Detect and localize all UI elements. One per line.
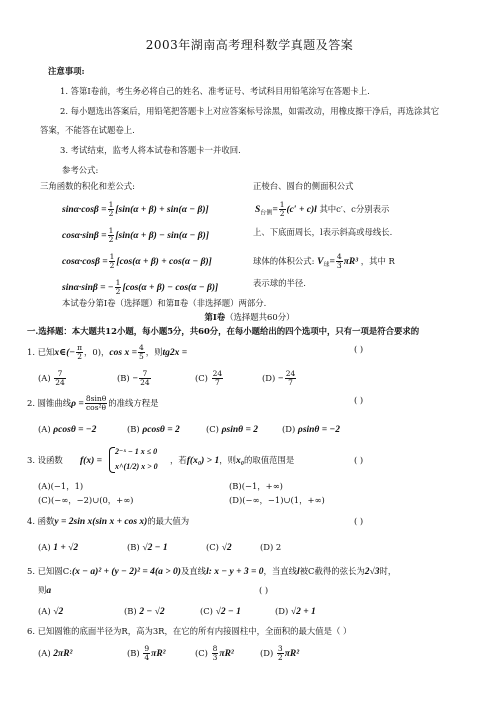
sphere-formula-note: ，其中 R (360, 256, 395, 266)
paper-note: 本试卷分第Ⅰ卷（选择题）和第Ⅱ卷（非选择题）两部分. (62, 298, 267, 308)
sphere-formula-title: 球体的体积公式: (253, 256, 315, 266)
formula-2-rhs: [sin(α + β) − sin(α − β)] (115, 231, 210, 241)
option-label: (D) (282, 424, 296, 434)
option-label: (B) (117, 373, 130, 383)
formula-1-lhs: sinα·cosβ = (62, 205, 107, 215)
q3-math: 2⁻ˣ − 1 x ≤ 0 (115, 447, 158, 456)
q5-stem-cont (38, 585, 51, 597)
q3-math: x₀ (235, 456, 245, 466)
fraction-denominator: 2 (277, 653, 283, 662)
question-6: 6. 已知圆锥的底面半径为R，高为3R，在它的所有内接圆柱中，全面积的最大值是（ ） (27, 626, 352, 636)
option-label: (C) (195, 373, 208, 383)
option-sign: − (132, 374, 139, 384)
fraction-numerator: 8sinθ (85, 394, 107, 403)
option-label: (D) (262, 373, 276, 383)
fraction-numerator: 8 (212, 644, 218, 653)
q2-option-c (206, 424, 258, 436)
fraction-denominator: 3 (212, 653, 218, 662)
notice-item-1: 1. 答第Ⅰ卷前，考生务必将自己的姓名、准考证号、考试科目用铅笔涂写在答题卡上. (60, 86, 370, 96)
q3-option-b: (B)(−1，+∞) (229, 481, 283, 491)
q4-option-a (38, 542, 78, 554)
formula-2-lhs: cosα·sinβ = (62, 231, 107, 241)
question-2 (27, 395, 158, 412)
notice-item-3: 3. 考试结束，监考人将本试卷和答题卡一并收回. (60, 145, 241, 155)
q2-option-b (127, 424, 180, 436)
q6-option-c (195, 645, 234, 662)
formula-1-rhs: [sin(α + β) + sin(α − β)] (115, 205, 209, 215)
q5-math: (x − a)² + (y − 2)² = 4 (72, 567, 155, 577)
frustum-formula-lhs: S (255, 205, 261, 215)
q1-stem: 1. 已知 (27, 347, 55, 357)
sphere-formula-equals: = (329, 257, 335, 267)
option-math: πR² (219, 649, 234, 659)
formula-3-lhs: cosα·cosβ = (62, 257, 108, 267)
fraction-numerator: 9 (144, 644, 150, 653)
q2-math: ρ = (71, 399, 84, 409)
fraction-denominator: 2 (279, 209, 285, 218)
frustum-formula (255, 201, 389, 219)
fraction-numerator: 24 (212, 369, 223, 378)
question-1 (27, 344, 187, 361)
option-label: (B) (127, 542, 140, 552)
q3-option-a: (A)(−1，1) (38, 481, 84, 491)
q4-answer-blank: ( ) (354, 516, 364, 526)
q6-option-d (260, 645, 299, 662)
option-math: ρcosθ = −2 (53, 425, 97, 435)
option-label: (C) (206, 424, 219, 434)
q4-math: y = 2sin x(sin x + cos x) (54, 517, 148, 527)
fraction-denominator: 2 (108, 209, 114, 218)
option-label: (A) (38, 648, 51, 658)
fraction-numerator: 4 (138, 343, 144, 352)
option-math: 1 + √2 (53, 543, 79, 553)
q5-stem: 则 (38, 585, 47, 595)
q5-stem: 时， (379, 566, 397, 576)
option-math: ρsinθ = −2 (297, 425, 341, 435)
q3-case-2 (115, 461, 158, 472)
option-label: (B) (127, 648, 140, 658)
q4-option-c (206, 542, 232, 554)
q4-option-b (127, 542, 168, 554)
frustum-formula-note-2: 上、下底面周长，l表示斜高或母线长. (253, 227, 393, 237)
formula-2 (62, 227, 209, 244)
sphere-formula-note-2: 表示球的半径. (253, 278, 306, 288)
notice-item-2: 2. 每小题选出答案后，用铅笔把答题卡上对应答案标号涂黑，如需改动，用橡皮擦干净后，再选涂其它 (60, 106, 440, 116)
q3-math: x^(1/2) x > 0 (115, 462, 158, 471)
fraction-numerator: 1 (109, 252, 115, 261)
fraction-numerator: 3 (277, 644, 283, 653)
option-label: (A) (38, 424, 51, 434)
q5-stem: ，当直线 (263, 566, 298, 576)
option-math: 2 − √2 (139, 607, 165, 617)
frustum-formula-equals: = (272, 205, 278, 215)
fraction-denominator: 24 (140, 378, 150, 387)
q5-stem: 被C截得的弦长为 (299, 566, 365, 576)
q2-stem: 的准线方程是 (108, 398, 159, 408)
q4-stem: 的最大值为 (147, 516, 190, 526)
q3-option-d: (D)(−∞，−1)∪(1，+∞) (229, 495, 325, 505)
fraction-denominator: 2 (108, 235, 114, 244)
question-3 (27, 455, 63, 466)
q3-case-1 (115, 446, 157, 457)
question-5 (27, 566, 396, 578)
fraction-numerator: 1 (108, 226, 114, 235)
question-4 (27, 516, 189, 528)
option-math: √2 + 1 (290, 607, 316, 617)
formula-3 (62, 253, 212, 270)
q1-option-a (38, 370, 67, 387)
fraction-denominator: 2 (115, 287, 121, 296)
option-label: (A) (38, 373, 51, 383)
fraction-numerator: 4 (336, 252, 342, 261)
fraction-denominator: 3 (336, 261, 342, 270)
frustum-formula-subscript: 台侧 (260, 209, 273, 217)
q5-stem: 5. 已知圆C: (27, 566, 73, 576)
option-math: √2 (221, 543, 232, 553)
trig-formula-title: 三角函数的积化和差公式: (40, 181, 135, 191)
section-subtitle: （选择题共60分） (225, 312, 295, 322)
fraction-denominator: cos²θ (85, 403, 107, 412)
q1-math: x∈(− (54, 348, 76, 358)
formula-4 (62, 279, 218, 296)
sphere-formula (253, 253, 395, 271)
q4-option-d: (D) 2 (260, 542, 282, 552)
q3-math: f(x₀) > 1 (186, 456, 220, 466)
fraction-denominator: 2 (109, 261, 115, 270)
q2-stem: 2. 圆锥曲线 (27, 398, 72, 408)
q3-stem: ，则 (219, 455, 236, 465)
q3-stem: 3. 设函数 (27, 455, 63, 465)
q5-math: 2√3 (364, 567, 380, 577)
q6-option-b (127, 645, 166, 662)
q5-option-b (124, 606, 165, 618)
notice-item-2-cont: 答案，不能答在试题卷上. (40, 125, 135, 135)
q3-stem: ，若 (170, 455, 187, 465)
part-one-heading: 一.选择题：本大题共12小题，每小题5分，共60分，在每小题给出的四个选项中，只有一项是符合要求的 (27, 326, 420, 336)
q1-math: tg2x = (162, 348, 188, 358)
option-label: (C) (195, 648, 208, 658)
q5-math: a (46, 586, 52, 596)
frustum-formula-rhs: (c′ + c)l (286, 205, 317, 215)
fraction-numerator: 7 (139, 370, 151, 379)
page-title: 2003年湖南高考理科数学真题及答案 (145, 38, 354, 52)
q3-math: f(x) = (80, 456, 103, 466)
formula-4-lhs: sinα·sinβ = − (62, 283, 114, 293)
fraction-denominator: 24 (55, 378, 65, 387)
option-math: √2 − 1 (215, 607, 241, 617)
section-title (0, 312, 499, 323)
q5-option-d (275, 606, 316, 618)
q1-answer-blank: ( ) (354, 344, 364, 354)
q3-stem-cont (170, 455, 294, 467)
q2-answer-blank: ( ) (354, 395, 364, 405)
q2-option-d (282, 424, 340, 436)
q4-stem: 4. 函数 (27, 516, 55, 526)
fraction-denominator: 7 (215, 378, 220, 387)
option-label: (D) (260, 648, 274, 658)
q3-function (80, 455, 102, 467)
formula-heading: 参考公式: (62, 165, 99, 175)
q2-option-a (38, 424, 96, 436)
option-sign: − (277, 374, 284, 384)
option-math: ρcosθ = 2 (142, 425, 180, 435)
formula-3-rhs: [cos(α + β) + cos(α − β)] (116, 257, 212, 267)
fraction-numerator: 1 (279, 200, 285, 209)
q1-stem: ，则 (145, 347, 163, 357)
option-label: (D) (275, 606, 289, 616)
fraction-denominator: 7 (288, 378, 293, 387)
formula-1 (62, 201, 209, 218)
sphere-formula-rhs: πR³ (343, 257, 359, 267)
q3-option-c: (C)(−∞，−2)∪(0，+∞) (38, 495, 134, 505)
q5-math: l (297, 567, 300, 577)
fraction-denominator: 5 (138, 352, 144, 361)
frustum-formula-note: 其中c′、c分别表示 (319, 204, 390, 214)
sphere-formula-lhs: V (317, 257, 324, 267)
q5-option-c (200, 606, 241, 618)
option-math: πR² (284, 649, 300, 659)
fraction-denominator: 4 (144, 653, 150, 662)
fraction-denominator: 2 (77, 352, 82, 361)
q5-answer-blank: ( ) (259, 585, 269, 595)
sphere-formula-subscript: 球 (323, 261, 330, 269)
fraction-numerator: 1 (115, 278, 121, 287)
q3-stem: 的取值范围是 (244, 455, 295, 465)
option-label: (A) (38, 542, 51, 552)
frustum-formula-title: 正棱台、圆台的侧面积公式 (253, 181, 354, 191)
q1-option-b (117, 370, 152, 387)
q1-option-c (195, 370, 224, 387)
option-label: (B) (127, 424, 140, 434)
formula-4-rhs: [cos(α + β) − cos(α − β)] (122, 283, 219, 293)
q1-stem: ，0)， (84, 347, 110, 357)
section-title-text: 第Ⅰ卷 (204, 312, 226, 322)
option-math: √2 (53, 607, 64, 617)
q3-answer-blank: ( ) (354, 455, 364, 465)
fraction-numerator: 7 (54, 370, 66, 379)
fraction-numerator: 1 (108, 200, 114, 209)
option-math: √2 − 1 (142, 543, 168, 553)
option-math: πR² (151, 649, 166, 659)
q5-math: l: x − y + 3 = 0 (206, 567, 264, 577)
q6-option-a (38, 648, 72, 660)
q5-stem: 及直线 (180, 566, 207, 576)
option-math: ρsinθ = 2 (221, 425, 258, 435)
option-math: 2πR² (53, 649, 73, 659)
option-label: (C) (200, 606, 213, 616)
option-label: (B) (124, 606, 137, 616)
option-label: (C) (206, 542, 219, 552)
fraction-numerator: π (77, 343, 83, 352)
q5-math: (a > 0) (154, 567, 181, 577)
notice-heading: 注意事项: (48, 66, 85, 76)
q5-option-a (38, 606, 63, 618)
q1-math: cos x = (109, 348, 137, 358)
q1-option-d (262, 370, 297, 387)
option-label: (A) (38, 606, 51, 616)
fraction-numerator: 24 (285, 369, 296, 378)
